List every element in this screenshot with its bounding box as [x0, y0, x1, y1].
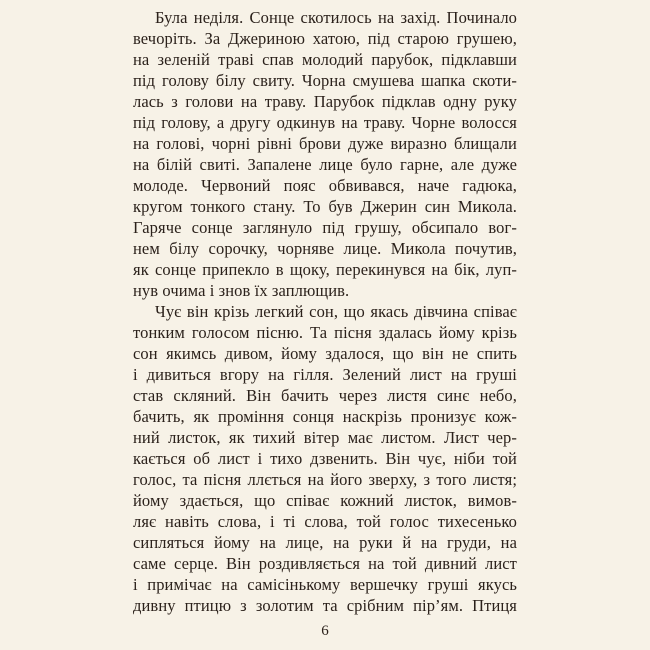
text-line: на зеленій траві спав молодий парубок, підклавши	[133, 50, 517, 69]
text-line: вечоріть. За Джериною хатою, під старою грушею,	[133, 29, 517, 48]
text-line: дивну птицю з золотим та срібним пір’ям. Птиця	[133, 596, 517, 615]
text-line: ляє навіть слова, і ті слова, той голос тихесенько	[133, 512, 517, 531]
text-line: бачить, як проміння сонця наскрізь пронизує кож-	[133, 407, 517, 426]
text-line: і дивиться вгору на гілля. Зелений лист на груші	[133, 365, 517, 384]
text-line: лась з голови на траву. Парубок підклав одну руку	[133, 92, 517, 111]
text-line: нем білу сорочку, чорняве лице. Микола почутив,	[133, 239, 517, 258]
text-line: став скляний. Він бачить через листя синє небо,	[133, 386, 517, 405]
text-line: кругом тонкого стану. То був Джерин син Микола.	[133, 197, 517, 216]
text-line: Чує він крізь легкий сон, що якась дівчина співає	[155, 302, 517, 321]
text-line: тонким голосом пісню. Та пісня здалась йому крізь	[133, 323, 517, 342]
text-line: Гаряче сонце заглянуло під грушу, обсипало вог-	[133, 218, 517, 237]
paragraph	[133, 301, 517, 616]
paragraph	[133, 7, 517, 301]
text-line: Була неділя. Сонце скотилось на захід. Починало	[155, 8, 517, 27]
text-line: на голові, чорні рівні брови дуже виразно блищали	[133, 134, 517, 153]
text-line: йому здається, що співає кожний листок, вимов-	[133, 491, 517, 510]
text-line: молоде. Червоний пояс обвивався, наче гадюка,	[133, 176, 517, 195]
text-line: сипляться йому на лице, на руки й на груди, на	[133, 533, 517, 552]
text-block	[133, 7, 517, 616]
text-line: як сонце припекло в щоку, перекинувся на бік, луп-	[133, 260, 517, 279]
text-line: сон якимсь дивом, йому здалося, що він не спить	[133, 344, 517, 363]
text-line: під голову білу свиту. Чорна смушева шапка скоти-	[133, 71, 517, 90]
text-line: і примічає на самісінькому вершечку груші якусь	[133, 575, 517, 594]
text-line: кається об лист і тихо дзвенить. Він чує, ніби той	[133, 449, 517, 468]
text-line: саме серце. Він роздивляється на той дивний лист	[133, 554, 517, 573]
text-line: під голову, а другу одкинув на траву. Чорне волосся	[133, 113, 517, 132]
page-number: 6	[321, 623, 329, 639]
text-line: на білій свиті. Запалене лице було гарне, але дуже	[133, 155, 517, 174]
text-line: голос, та пісня ллється на його зверху, з того листя;	[133, 470, 517, 489]
text-line: нув очима і знов їх заплющив.	[133, 281, 350, 300]
text-line: ний листок, як тихий вітер має листом. Лист чер-	[133, 428, 517, 447]
